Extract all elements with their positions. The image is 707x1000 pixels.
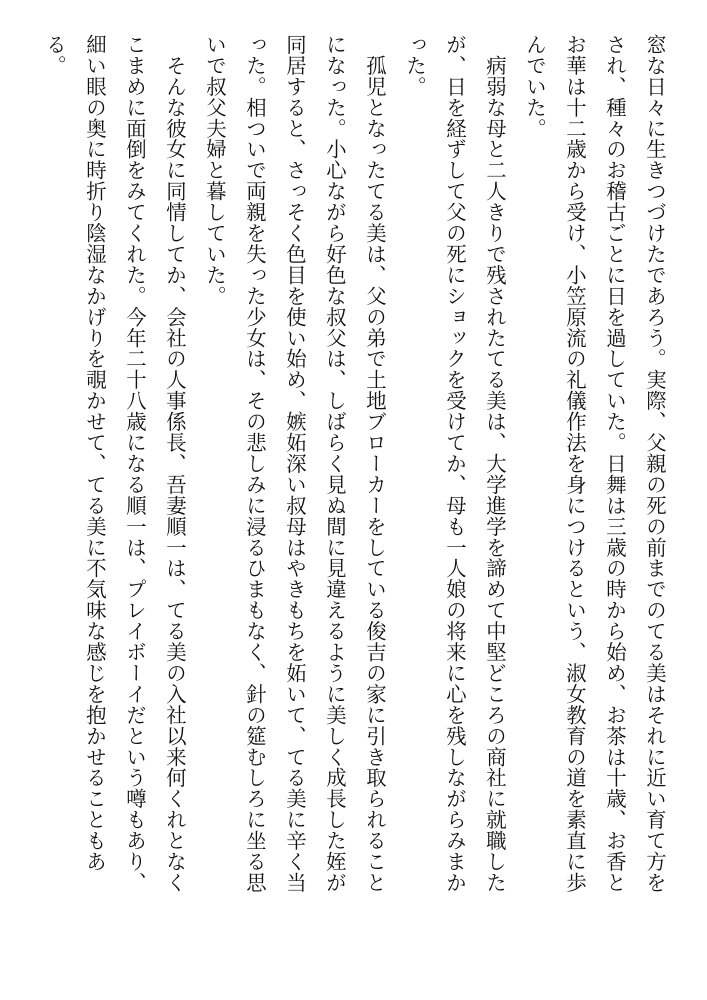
- text-column: になった。小心ながら好色な叔父は、しばらく見ぬ間に見違えるように美しく成長した姪が: [323, 34, 347, 893]
- text-column: が、日を経ずして父の死にショックを受けてか、母も一人娘の将来に心を残しながらみまか: [443, 34, 467, 893]
- text-column: いで叔父夫婦と暮していた。: [203, 34, 227, 307]
- text-column: る。: [43, 34, 67, 76]
- text-column: お華は十二歳から受け、小笠原流の礼儀作法を身につけるという、淑女教育の道を素直に歩: [563, 34, 587, 893]
- text-column: そんな彼女に同情してか、会社の人事係長、吾妻順一は、てる美の入社以来何くれとなく: [163, 34, 187, 893]
- text-column: んでいた。: [523, 34, 547, 139]
- text-column: され、種々のお稽古ごとに日を過していた。日舞は三歳の時から始め、お茶は十歳、お香と: [603, 34, 627, 893]
- text-column: 細い眼の奥に時折り陰湿なかげりを覗かせて、てる美に不気味な感じを抱かせることもあ: [83, 34, 107, 872]
- text-column: った。相ついで両親を失った少女は、その悲しみに浸るひまもなく、針の筵むしろに坐る思: [243, 34, 267, 893]
- text-column: 同居すると、さっそく色目を使い始め、嫉妬深い叔母はやきもちを妬いて、てる美に辛く当: [283, 34, 307, 893]
- text-column: った。: [403, 34, 427, 97]
- text-column: 孤児となったてる美は、父の弟で土地ブローカーをしている俊吉の家に引き取られること: [363, 34, 387, 893]
- text-column: こまめに面倒をみてくれた。今年二十八歳になる順一は、プレイボーイだという噂もあり、: [123, 34, 147, 893]
- text-column: 病弱な母と二人きりで残されたてる美は、大学進学を諦めて中堅どころの商社に就職した: [483, 34, 507, 893]
- text-column: 窓な日々に生きつづけたであろう。実際、父親の死の前までのてる美はそれに近い育て方を: [643, 34, 667, 893]
